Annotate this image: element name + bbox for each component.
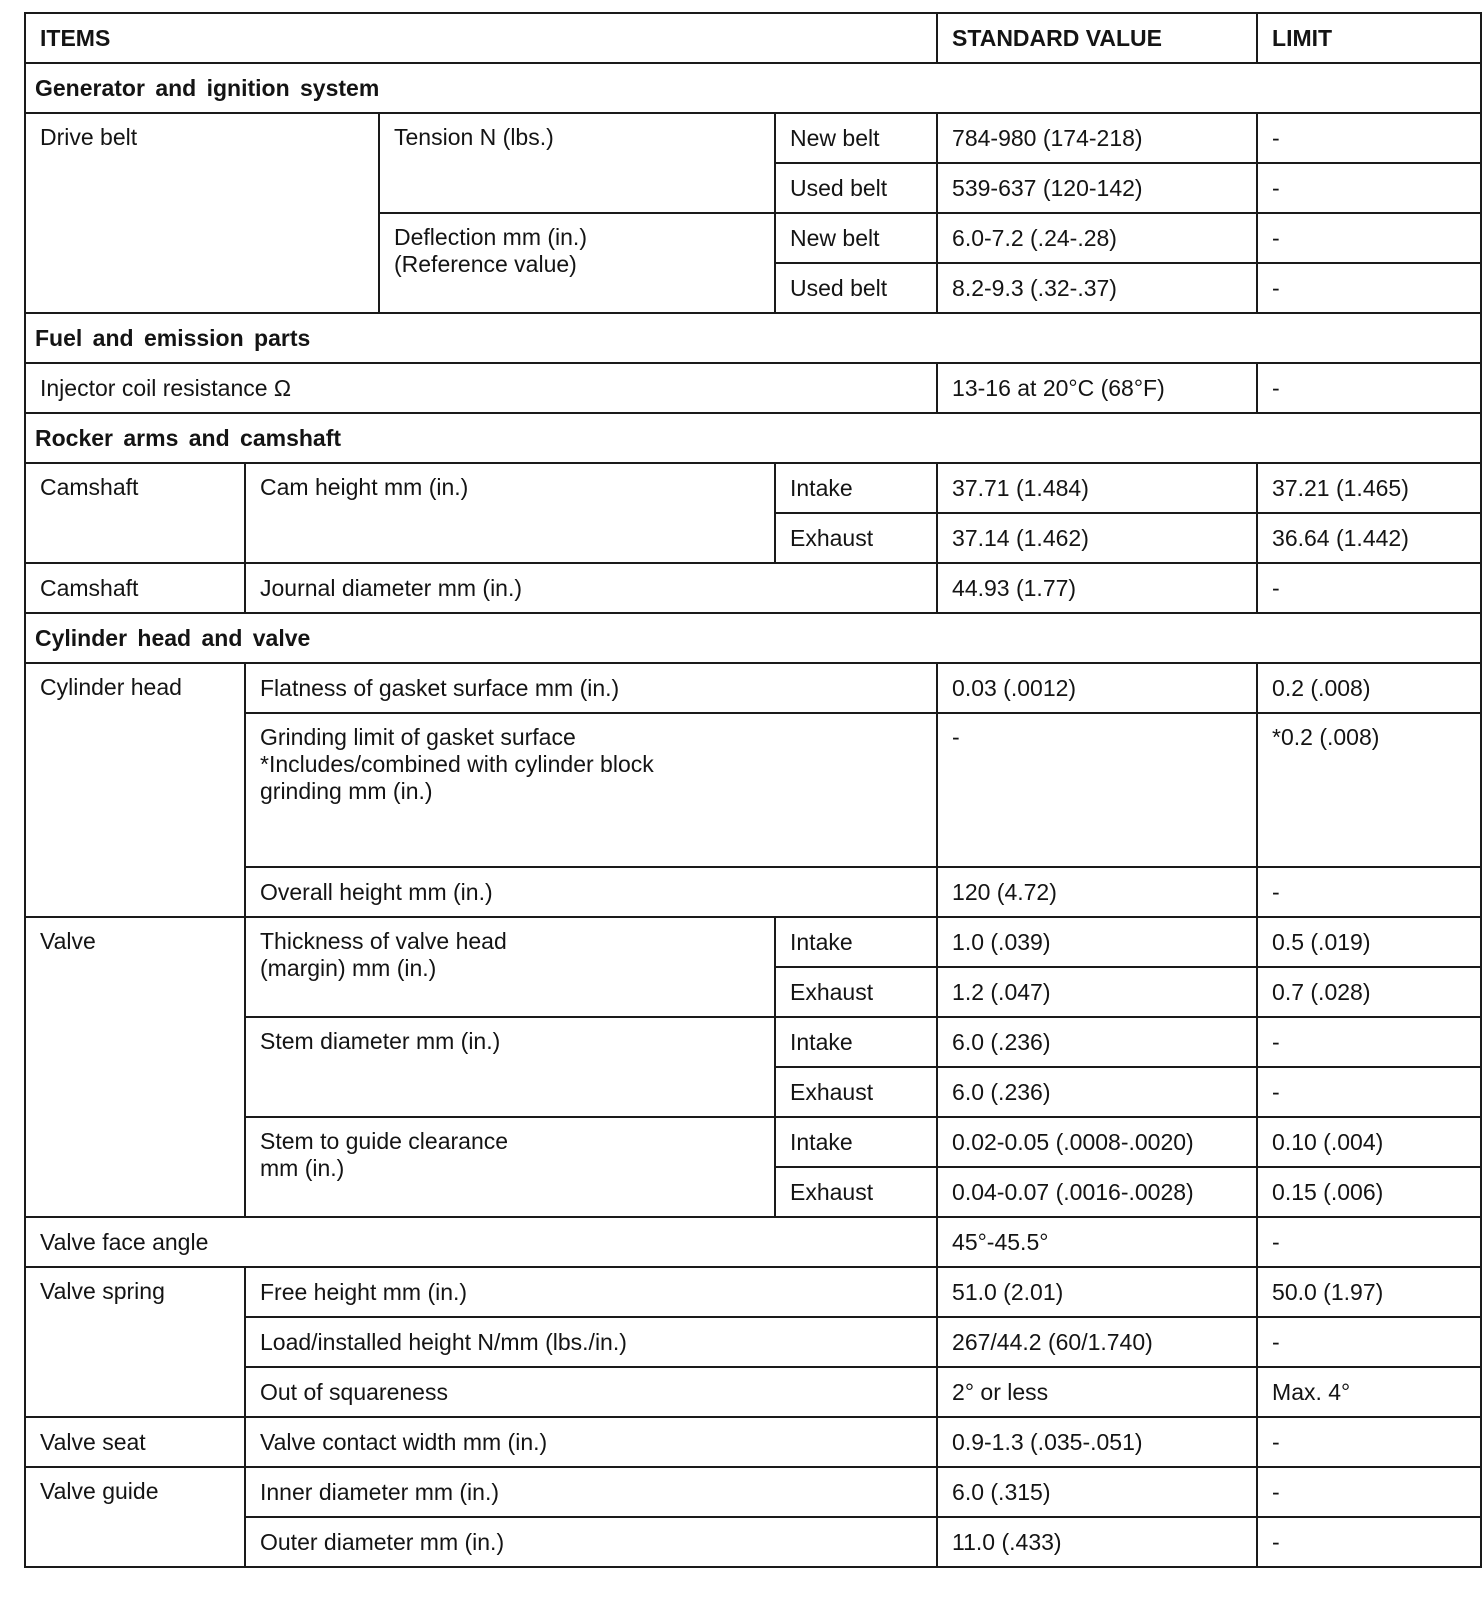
section-fuel: Fuel and emission parts [25,313,1481,363]
limit-value: 0.7 (.028) [1257,967,1481,1017]
table-row [25,663,1481,713]
standard-value: 2° or less [937,1367,1257,1417]
section-row [25,63,1481,113]
standard-value: 44.93 (1.77) [937,563,1257,613]
table-row [25,463,1481,513]
item-journal-diameter: Journal diameter mm (in.) [245,563,937,613]
item-valve-guide: Valve guide [25,1467,245,1567]
standard-value: 11.0 (.433) [937,1517,1257,1567]
section-row [25,413,1481,463]
sub-item: Exhaust [775,1167,937,1217]
item-overall-height: Overall height mm (in.) [245,867,937,917]
standard-value: 37.14 (1.462) [937,513,1257,563]
standard-value: 0.04-0.07 (.0016-.0028) [937,1167,1257,1217]
header-limit: LIMIT [1257,13,1481,63]
header-row [25,13,1481,63]
item-valve-thickness: Thickness of valve head (margin) mm (in.) [245,917,775,1017]
standard-value: 45°-45.5° [937,1217,1257,1267]
item-valve-spring: Valve spring [25,1267,245,1417]
item-drive-belt: Drive belt [25,113,379,313]
standard-value: 6.0-7.2 (.24-.28) [937,213,1257,263]
limit-value: Max. 4° [1257,1367,1481,1417]
limit-value: 0.15 (.006) [1257,1167,1481,1217]
standard-value: 0.02-0.05 (.0008-.0020) [937,1117,1257,1167]
sub-item: Intake [775,1117,937,1167]
limit-value: - [1257,263,1481,313]
item-cylinder-head: Cylinder head [25,663,245,917]
sub-item: Intake [775,1017,937,1067]
item-valve: Valve [25,917,245,1217]
sub-item: Exhaust [775,967,937,1017]
header-standard-value: STANDARD VALUE [937,13,1257,63]
standard-value: 1.0 (.039) [937,917,1257,967]
limit-value: - [1257,1067,1481,1117]
standard-value: 13-16 at 20°C (68°F) [937,363,1257,413]
limit-value: 0.5 (.019) [1257,917,1481,967]
limit-value: - [1257,1317,1481,1367]
section-rocker: Rocker arms and camshaft [25,413,1481,463]
item-camshaft: Camshaft [25,463,245,563]
sub-item: Exhaust [775,513,937,563]
standard-value: 1.2 (.047) [937,967,1257,1017]
section-generator: Generator and ignition system [25,63,1481,113]
item-deflection: Deflection mm (in.) (Reference value) [379,213,775,313]
item-valve-face-angle: Valve face angle [25,1217,937,1267]
table-row [25,363,1481,413]
standard-value: 539-637 (120-142) [937,163,1257,213]
limit-value: *0.2 (.008) [1257,713,1481,867]
standard-value: 37.71 (1.484) [937,463,1257,513]
limit-value: - [1257,1217,1481,1267]
item-stem-diameter: Stem diameter mm (in.) [245,1017,775,1117]
table-row [25,563,1481,613]
limit-value: - [1257,563,1481,613]
sub-item: Used belt [775,263,937,313]
standard-value: 6.0 (.315) [937,1467,1257,1517]
standard-value: 784-980 (174-218) [937,113,1257,163]
item-flatness: Flatness of gasket surface mm (in.) [245,663,937,713]
item-tension: Tension N (lbs.) [379,113,775,213]
item-cam-height: Cam height mm (in.) [245,463,775,563]
item-contact-width: Valve contact width mm (in.) [245,1417,937,1467]
limit-value: 0.2 (.008) [1257,663,1481,713]
item-spring-spec: Out of squareness [245,1367,937,1417]
limit-value: 37.21 (1.465) [1257,463,1481,513]
item-stem-guide-clearance: Stem to guide clearance mm (in.) [245,1117,775,1217]
limit-value: - [1257,213,1481,263]
item-guide-spec: Inner diameter mm (in.) [245,1467,937,1517]
standard-value: 51.0 (2.01) [937,1267,1257,1317]
sub-item: Exhaust [775,1067,937,1117]
limit-value: - [1257,1467,1481,1517]
item-guide-spec: Outer diameter mm (in.) [245,1517,937,1567]
limit-value: - [1257,1417,1481,1467]
section-cylinder: Cylinder head and valve [25,613,1481,663]
standard-value: 120 (4.72) [937,867,1257,917]
standard-value: 0.03 (.0012) [937,663,1257,713]
limit-value: - [1257,113,1481,163]
section-row [25,313,1481,363]
standard-value: 6.0 (.236) [937,1067,1257,1117]
standard-value: 8.2-9.3 (.32-.37) [937,263,1257,313]
item-spring-spec: Load/installed height N/mm (lbs./in.) [245,1317,937,1367]
limit-value: 36.64 (1.442) [1257,513,1481,563]
limit-value: - [1257,1517,1481,1567]
standard-value: - [937,713,1257,867]
service-spec-table [24,12,1482,1568]
section-row [25,613,1481,663]
table-row [25,1417,1481,1467]
limit-value: - [1257,363,1481,413]
table-row [25,1217,1481,1267]
item-grinding-limit: Grinding limit of gasket surface *Includes/combined with cylinder block grinding mm (in.) [245,713,937,867]
sub-item: Intake [775,463,937,513]
limit-value: 50.0 (1.97) [1257,1267,1481,1317]
item-injector-coil: Injector coil resistance Ω [25,363,937,413]
limit-value: - [1257,163,1481,213]
sub-item: Intake [775,917,937,967]
item-camshaft-journal: Camshaft [25,563,245,613]
table-row [25,1467,1481,1517]
sub-item: Used belt [775,163,937,213]
table-row [25,1267,1481,1317]
limit-value: - [1257,1017,1481,1067]
standard-value: 6.0 (.236) [937,1017,1257,1067]
standard-value: 267/44.2 (60/1.740) [937,1317,1257,1367]
item-spring-spec: Free height mm (in.) [245,1267,937,1317]
table-row [25,113,1481,163]
standard-value: 0.9-1.3 (.035-.051) [937,1417,1257,1467]
sub-item: New belt [775,113,937,163]
sub-item: New belt [775,213,937,263]
table-row [25,917,1481,967]
limit-value: 0.10 (.004) [1257,1117,1481,1167]
item-valve-seat: Valve seat [25,1417,245,1467]
header-items: ITEMS [25,13,937,63]
limit-value: - [1257,867,1481,917]
